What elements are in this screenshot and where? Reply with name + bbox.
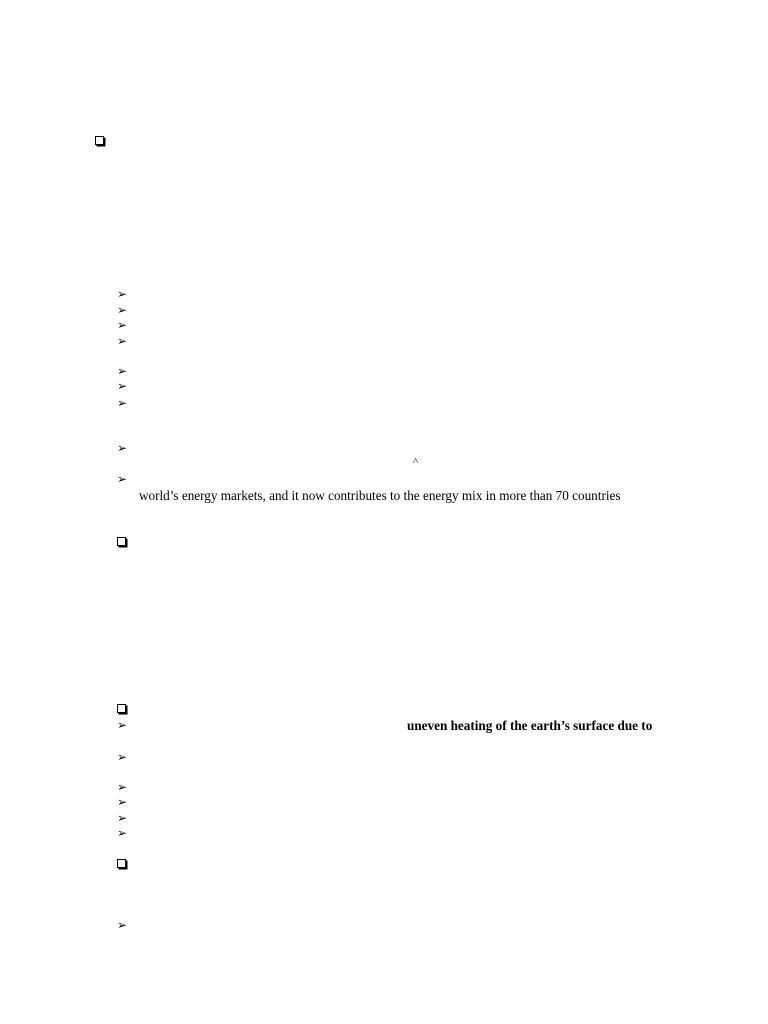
arrow-bullet-icon: ➢ <box>117 750 128 764</box>
continuation-line: world’s energy markets, and it now contributes to the energy mix in more than 70 countries <box>139 488 621 503</box>
arrow-bullet-icon: ➢ <box>117 396 128 410</box>
arrow-bullet-icon: ➢ <box>117 918 128 932</box>
arrow-bullet-icon: ➢ <box>117 318 128 332</box>
arrow-bullet-icon: ➢ <box>117 811 128 825</box>
checkbox-bullet-icon <box>95 136 104 145</box>
arrow-bullet-icon: ➢ <box>117 303 128 317</box>
checkbox-bullet-icon <box>117 859 126 868</box>
arrow-bullet-icon: ➢ <box>117 287 128 301</box>
arrow-bullet-icon: ➢ <box>117 795 128 809</box>
bold-fragment: uneven heating of the earth’s surface due to <box>407 718 653 733</box>
arrow-bullet-icon: ➢ <box>117 826 128 840</box>
arrow-bullet-icon: ➢ <box>117 441 128 455</box>
arrow-bullet-icon: ➢ <box>117 472 128 486</box>
arrow-bullet-icon: ➢ <box>117 364 128 378</box>
checkbox-bullet-icon <box>117 537 126 546</box>
arrow-bullet-icon: ➢ <box>117 718 128 732</box>
arrow-bullet-icon: ➢ <box>117 780 128 794</box>
arrow-bullet-icon: ➢ <box>117 334 128 348</box>
insertion-caret: ^ <box>413 456 419 468</box>
checkbox-bullet-icon <box>117 704 126 713</box>
arrow-bullet-icon: ➢ <box>117 379 128 393</box>
